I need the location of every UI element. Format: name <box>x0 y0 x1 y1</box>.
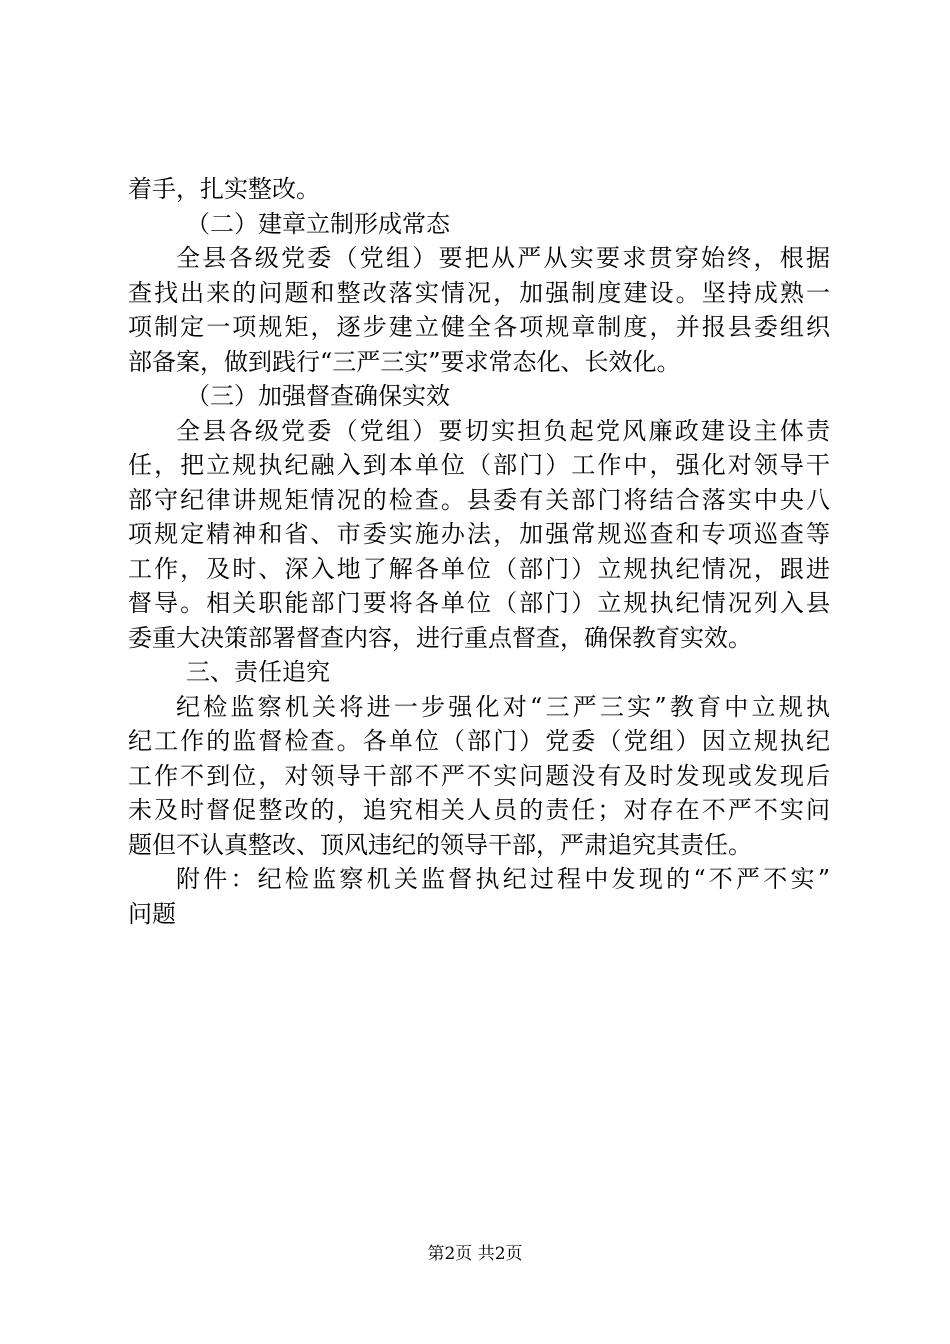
document-body <box>128 172 830 931</box>
text-line: 委重大决策部署督查内容，进行重点督查，确保教育实效。 <box>128 623 752 652</box>
text-line: 部守纪律讲规矩情况的检查。县委有关部门将结合落实中央八 <box>128 485 830 514</box>
text-line: 项规定精神和省、市委实施办法，加强常规巡查和专项巡查等 <box>128 520 830 548</box>
attachment-line: 问题 <box>128 899 176 928</box>
text-line: 查找出来的问题和整改落实情况，加强制度建设。坚持成熟一 <box>128 278 830 307</box>
text-line: 着手，扎实整改。 <box>128 175 320 203</box>
text-line: 纪工作的监督检查。各单位（部门）党委（党组）因立规执纪 <box>128 727 830 755</box>
text-line: 部备案，做到践行“三严三实”要求常态化、长效化。 <box>128 347 681 376</box>
text-line: 全县各级党委（党组）要切实担负起党风廉政建设主体责 <box>176 416 830 445</box>
text-line: 纪检监察机关将进一步强化对“三严三实”教育中立规执 <box>176 692 830 721</box>
text-line: 项制定一项规矩，逐步建立健全各项规章制度，并报县委组织 <box>128 313 830 341</box>
section-heading: （二）建章立制形成常态 <box>186 209 450 238</box>
text-line: 未及时督促整改的，追究相关人员的责任；对存在不严不实问 <box>128 796 830 824</box>
attachment-line: 附件：纪检监察机关监督执纪过程中发现的“不严不实” <box>176 865 830 893</box>
page-number-footer: 第2页 共2页 <box>427 1244 523 1264</box>
text-line: 督导。相关职能部门要将各单位（部门）立规执纪情况列入县 <box>128 589 830 617</box>
text-line: 题但不认真整改、顶风违纪的领导干部，严肃追究其责任。 <box>128 830 752 859</box>
text-line: 任，把立规执纪融入到本单位（部门）工作中，强化对领导干 <box>128 451 830 479</box>
section-heading: 三、责任追究 <box>186 658 330 686</box>
text-line: 全县各级党委（党组）要把从严从实要求贯穿始终，根据 <box>176 244 830 272</box>
text-line: 工作不到位，对领导干部不严不实问题没有及时发现或发现后 <box>128 761 830 790</box>
section-heading: （三）加强督查确保实效 <box>186 382 450 410</box>
text-line: 工作，及时、深入地了解各单位（部门）立规执纪情况，跟进 <box>128 554 830 583</box>
